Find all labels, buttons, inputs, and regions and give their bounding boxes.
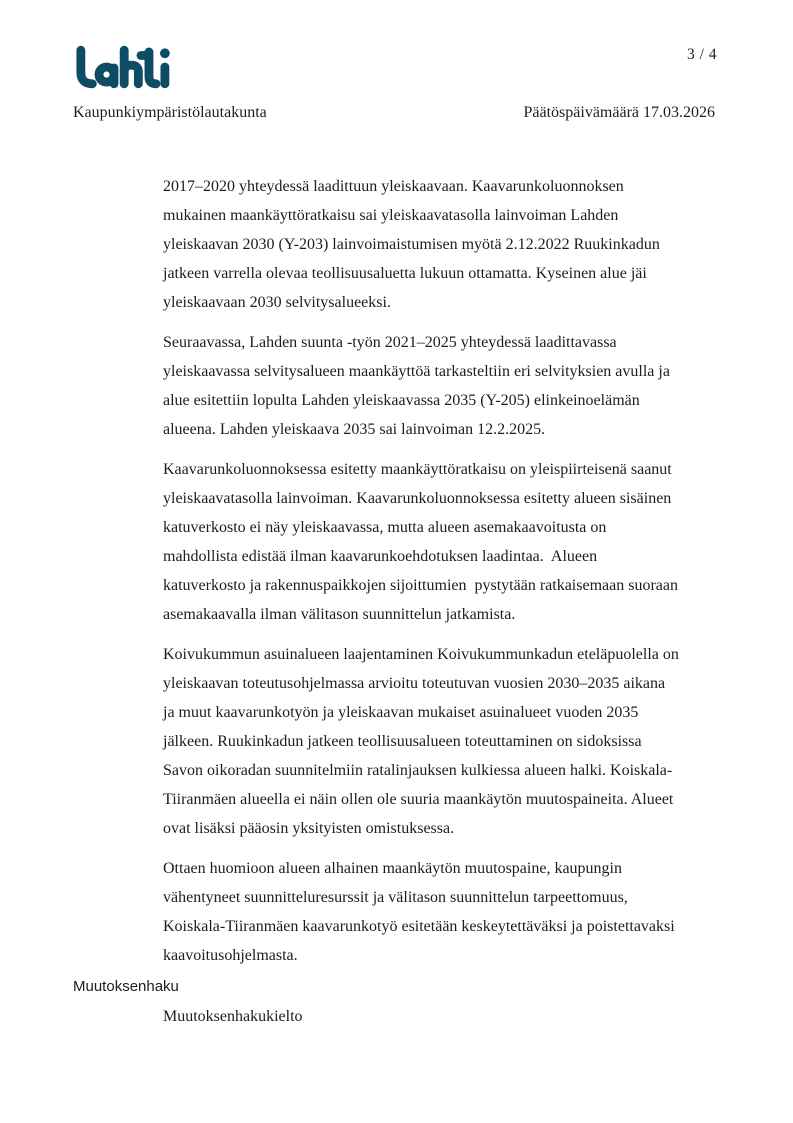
body-line: yleiskaavaan 2030 selvitysalueeksi. — [163, 294, 391, 311]
paragraph — [163, 172, 763, 317]
body-line: alue esitettiin lopulta Lahden yleiskaavassa 2035 (Y-205) elinkeinoelämän — [163, 392, 640, 409]
paragraph — [163, 640, 763, 843]
document-body — [163, 172, 763, 981]
decision-date: Päätöspäivämäärä 17.03.2026 — [523, 104, 715, 121]
paragraph — [163, 455, 763, 629]
body-line: ja muut kaavarunkotyön ja yleiskaavan mukaiset asuinalueet vuoden 2035 — [163, 704, 639, 721]
body-line: Kaavarunkoluonnoksessa esitetty maankäyttöratkaisu on yleispiirteisenä saanut — [163, 461, 672, 478]
paragraph — [163, 854, 763, 970]
paragraph — [163, 328, 763, 444]
body-line: kaavoitusohjelmasta. — [163, 947, 298, 964]
body-line: katuverkosto ja rakennuspaikkojen sijoittumien pystytään ratkaisemaan suoraan — [163, 577, 678, 594]
body-line: alueena. Lahden yleiskaava 2035 sai lainvoiman 12.2.2025. — [163, 421, 546, 438]
body-line: mukainen maankäyttöratkaisu sai yleiskaavatasolla lainvoiman Lahden — [163, 207, 619, 224]
body-line: katuverkosto ei näy yleiskaavassa, mutta alueen asemakaavoitusta on — [163, 519, 607, 536]
body-line: Koiskala-Tiiranmäen kaavarunkotyö esitetään keskeytettäväksi ja poistettavaksi — [163, 918, 675, 935]
body-line: yleiskaavatasolla lainvoiman. Kaavarunkoluonnoksessa esitetty alueen sisäinen — [163, 490, 672, 507]
appeal-instruction: Muutoksenhakukielto — [163, 1008, 303, 1025]
body-line: Ottaen huomioon alueen alhainen maankäytön muutospaine, kaupungin — [163, 860, 622, 877]
body-line: jälkeen. Ruukinkadun jatkeen teollisuusalueen toteuttaminen on sidoksissa — [163, 733, 642, 750]
appeal-section-label: Muutoksenhaku — [73, 978, 179, 995]
body-line: 2017–2020 yhteydessä laadittuun yleiskaavaan. Kaavarunkoluonnoksen — [163, 178, 624, 195]
body-line: Seuraavassa, Lahden suunta -työn 2021–2025 yhteydessä laadittavassa — [163, 334, 617, 351]
lahti-logo — [72, 44, 188, 90]
body-line: yleiskaavassa selvitysalueen maankäyttöä tarkasteltiin eri selvityksien avulla ja — [163, 363, 670, 380]
body-line: mahdollista edistää ilman kaavarunkoehdotuksen laadintaa. Alueen — [163, 548, 598, 565]
committee-name: Kaupunkiympäristölautakunta — [73, 104, 267, 121]
body-line: Tiiranmäen alueella ei näin ollen ole suuria maankäytön muutospaineita. Alueet — [163, 791, 674, 808]
body-line: yleiskaavan 2030 (Y-203) lainvoimaistumisen myötä 2.12.2022 Ruukinkadun — [163, 236, 660, 253]
body-line: asemakaavalla ilman välitason suunnittelun jatkamista. — [163, 606, 516, 623]
body-line: Koivukummun asuinalueen laajentaminen Koivukummunkadun eteläpuolella on — [163, 646, 679, 663]
body-line: yleiskaavan toteutusohjelmassa arvioitu toteutuvan vuosien 2030–2035 aikana — [163, 675, 666, 692]
lahti-logo-icon — [72, 44, 188, 90]
body-line: jatkeen varrella olevaa teollisuusaluetta lukuun ottamatta. Kyseinen alue jäi — [163, 265, 647, 282]
body-line: Savon oikoradan suunnitelmiin ratalinjauksen kulkiessa alueen halki. Koiskala- — [163, 762, 673, 779]
page-number: 3 / 4 — [686, 46, 717, 63]
body-line: ovat lisäksi pääosin yksityisten omistuksessa. — [163, 820, 455, 837]
body-line: vähentyneet suunnitteluresurssit ja välitason suunnittelun tarpeettomuus, — [163, 889, 628, 906]
